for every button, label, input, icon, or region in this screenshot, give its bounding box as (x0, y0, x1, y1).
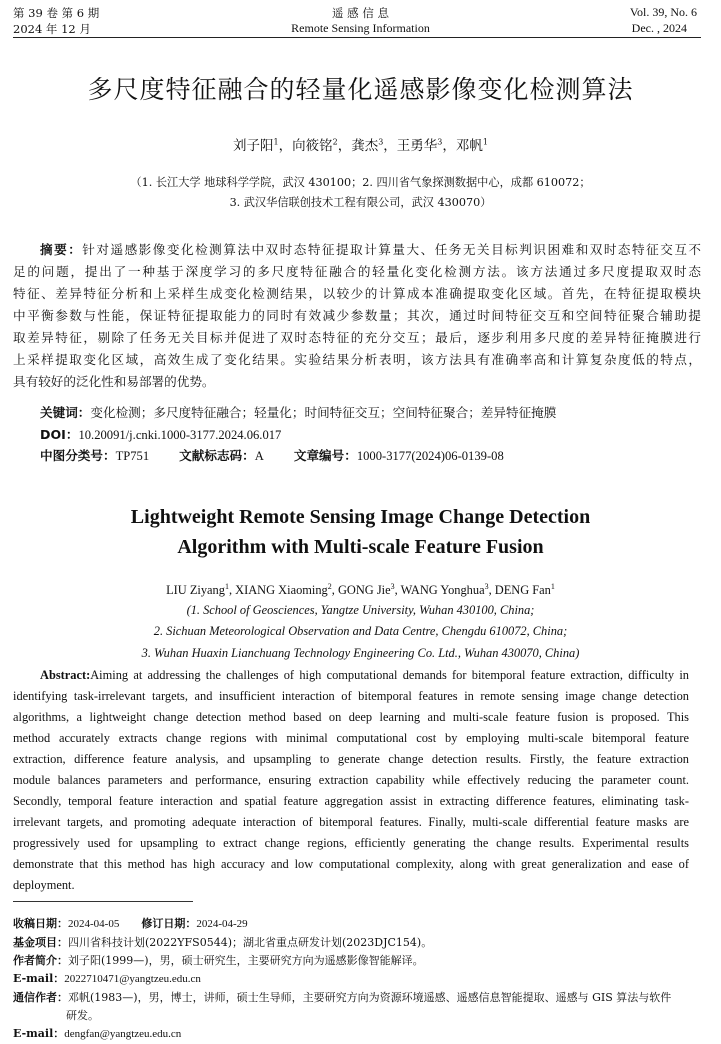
abstract-cn-line: 特征、差异特征分析和上采样生成变化检测结果，以较少的计算成本准确提取变化区域。首先，在特征提取模块 (13, 286, 701, 301)
author: XIANG Xiaoming (235, 583, 328, 598)
fund-value: 四川省科技计划(2022YFS0544)；湖北省重点研发计划(2023DJC154)。 (68, 936, 433, 949)
abstract-en-line: irrelevant targets, and promoting adequate interaction of bitemporal features. Finally, multi-scale differential feature masks are (13, 815, 689, 829)
author: 王勇华 (396, 138, 438, 154)
abstract-cn-line: 上采样提取变化区域，高效生成了变化结果。实验结果分析表明，该方法具有准确率高和计算复杂度低的特点， (13, 352, 701, 367)
title-en-line-2: Algorithm with Multi-scale Feature Fusion (177, 536, 544, 558)
corresponding-value: 邓帆(1983—)，男，博士，讲师，硕士生导师，主要研究方向为资源环境遥感、遥感信息智能提取、遥感与 GIS 算法与软件 (68, 991, 672, 1004)
email2-label: E-mail： (13, 1027, 65, 1040)
abstract-en-line: extraction, difference feature analysis, and upsampling to generate change detection results. Firstly, the feature extraction (13, 752, 689, 766)
author: 刘子阳 (233, 138, 274, 154)
email1-label: E-mail： (13, 972, 65, 985)
journal-name-cn: 遥 感 信 息 (332, 6, 389, 20)
author: GONG Jie (337, 583, 391, 598)
received-label: 收稿日期： (13, 917, 68, 930)
author-sup: 3 (378, 137, 384, 147)
corresponding-label: 通信作者： (13, 991, 68, 1004)
abstract-en-line: method accurately extracts change regions with minimal computational cost by employing multi-scale bitemporal feature (13, 731, 689, 745)
abstract-en-line: demonstrate that this method has high accuracy and low computational complexity, along with great generalization and ease of (13, 857, 689, 871)
abstract-cn-line: 取差异特征，剔除了任务无关目标并促进了双时态特征的充分交互；最后，逐步利用多尺度的差异特征掩膜进行 (13, 330, 701, 345)
classification-line (40, 445, 504, 464)
affiliation-en-3: 3. Wuhan Huaxin Lianchuang Technology Engineering Co. Ltd., Wuhan 430070, China) (141, 646, 580, 660)
author-sup: 2 (327, 582, 332, 591)
volume-issue-cn: 第 39 卷 第 6 期 (13, 6, 100, 20)
volume-issue-en: Vol. 39, No. 6 (629, 5, 697, 19)
author-sup: 1 (273, 137, 279, 147)
bio-label: 作者简介： (13, 954, 68, 967)
abstract-en-line: algorithms, a lightweight change detection method based on deep learning and multi-scale feature fusion is proposed. This (13, 710, 689, 724)
abstract-en-line: module balances parameters and performance, ensuring extraction capability while effectively reducing the parameter count. (13, 773, 689, 787)
article-no-value: 1000-3177(2024)06-0139-08 (356, 449, 504, 463)
date-en: Dec. , 2024 (631, 21, 687, 35)
author-sup: 1 (482, 137, 488, 147)
author-sup: 3 (437, 137, 443, 147)
abstract-cn-line: 中平衡参数与性能，保证特征提取能力的同时有效减少参数量；其次，通过时间特征交互和空间特征聚合辅助提 (13, 308, 701, 323)
affiliation-cn-2: 3. 武汉华信联创技术工程有限公司，武汉 430070） (229, 196, 492, 209)
affiliation-en-2: 2. Sichuan Meteorological Observation and Data Centre, Chengdu 610072, China; (153, 624, 568, 638)
email1-value: 2022710471@yangtzeu.edu.cn (64, 973, 201, 985)
author: 龚杰 (351, 138, 379, 154)
abstract-cn-line: 足的问题，提出了一种基于深度学习的多尺度特征融合的轻量化变化检测方法。该方法通过多尺度提取双时态 (13, 264, 701, 279)
abstract-cn-label: 摘要： (40, 242, 83, 257)
doc-code-label: 文献标志码： (179, 448, 255, 463)
author: LIU Ziyang (166, 583, 225, 598)
doi-label: DOI： (40, 427, 79, 442)
author: WANG Yonghua (400, 583, 485, 598)
revised-label: 修订日期： (141, 917, 197, 930)
doi (40, 424, 281, 443)
author-sup: 1 (224, 582, 229, 591)
received-date: 2024-04-05 (68, 918, 120, 930)
title-en-line-1: Lightweight Remote Sensing Image Change Detection (130, 506, 591, 528)
affiliation-en-1: (1. School of Geosciences, Yangtze University, Wuhan 430100, China; (186, 603, 535, 617)
author: 邓帆 (455, 138, 483, 154)
affiliation-cn-1: （1. 长江大学 地球科学学院，武汉 430100；2. 四川省气象探测数据中心，成都 610072； (130, 176, 591, 189)
doi-value: 10.20091/j.cnki.1000-3177.2024.06.017 (78, 428, 282, 442)
keywords-cn (40, 402, 556, 421)
author: 向筱铭 (292, 138, 333, 154)
fund-label: 基金项目： (13, 936, 68, 949)
abstract-en-label: Abstract: (40, 668, 91, 682)
author-sup: 3 (390, 582, 395, 591)
footnote-rule (13, 901, 193, 902)
abstract-en-line: identifying task-irrelevant targets, and insufficient interaction of bitemporal features in remote sensing image change detection (13, 689, 689, 703)
journal-name-en: Remote Sensing Information (291, 21, 430, 35)
authors-en: LIU Ziyang$^1$, XIANG Xiaoming$^2$, GONG Jie$^3$, WANG Yonghua$^3$, DENG Fan$^1$ (166, 582, 555, 598)
authors-cn: 刘子阳$^1$，向筱铭$^2$，龚杰$^3$，王勇华$^3$，邓帆$^1$ (233, 137, 488, 154)
article-no-label: 文章编号： (293, 448, 357, 463)
clc-label: 中图分类号： (40, 448, 116, 463)
corresponding-value-cont: 研发。 (66, 1009, 99, 1022)
bio-value: 刘子阳(1999—)，男，硕士研究生，主要研究方向为遥感影像智能解译。 (68, 954, 424, 967)
title-cn: 多尺度特征融合的轻量化遥感影像变化检测算法 (87, 75, 634, 104)
abstract-en-line: Aiming at addressing the challenges of high computational demands for bitemporal feature extraction, difficulty in (90, 668, 689, 682)
author-sup: 2 (332, 137, 338, 147)
author-sup: 3 (484, 582, 489, 591)
date-cn: 2024 年 12 月 (13, 22, 91, 36)
abstract-en-line: progressively used for upsampling to extract change regions, efficiently generating the change results. Experimental results (13, 836, 689, 850)
clc-value: TP751 (115, 449, 150, 463)
author: DENG Fan (494, 583, 551, 598)
header-rule (13, 37, 701, 38)
keywords-value: 变化检测；多尺度特征融合；轻量化；时间特征交互；空间特征聚合；差异特征掩膜 (90, 405, 557, 420)
abstract-cn-line: 针对遥感影像变化检测算法中双时态特征提取计算量大、任务无关目标判识困难和双时态特征交互不 (82, 242, 702, 257)
author-sup: 1 (550, 582, 555, 591)
revised-date: 2024-04-29 (196, 918, 248, 930)
keywords-label: 关键词： (40, 405, 91, 420)
email2-value: dengfan@yangtzeu.edu.cn (64, 1028, 182, 1040)
abstract-cn-line: 具有较好的泛化性和易部署的优势。 (13, 374, 215, 389)
doc-code-value: A (254, 449, 264, 463)
abstract-en-line: deployment. (13, 878, 75, 892)
abstract-en-line: Secondly, temporal feature interaction and spatial feature aggregation assist in extracting difference features, eliminating task- (13, 794, 689, 808)
